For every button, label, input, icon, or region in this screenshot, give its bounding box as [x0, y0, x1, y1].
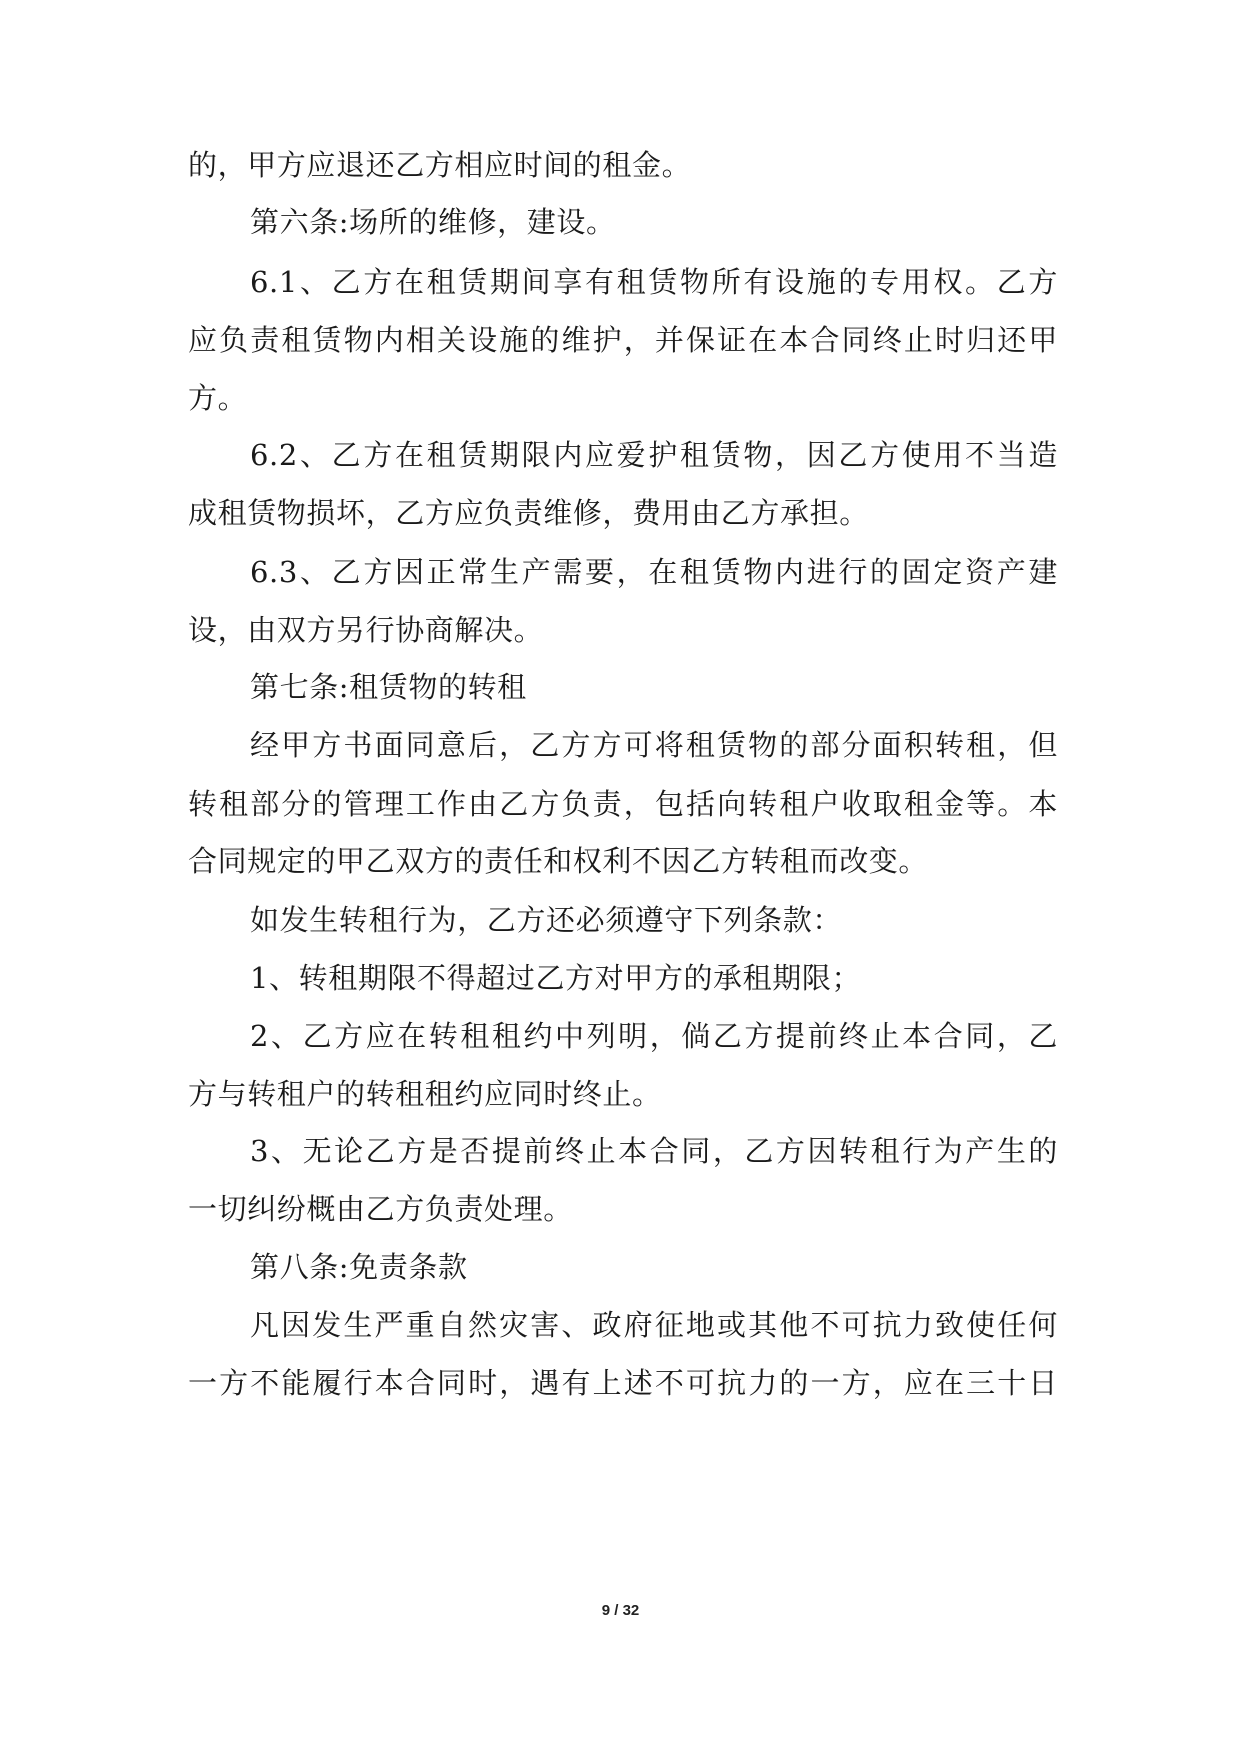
- page-number: 9 / 32: [601, 1602, 640, 1619]
- text-line: 转租部分的管理工作由乙方负责，包括向转租户收取租金等。本: [188, 787, 1058, 821]
- section-heading: 第八条:免责条款: [250, 1250, 468, 1284]
- text-line: 一方不能履行本合同时，遇有上述不可抗力的一方，应在三十日: [188, 1366, 1058, 1400]
- text-line: 的，甲方应退还乙方相应时间的租金。: [188, 148, 692, 182]
- text-line: 经甲方书面同意后，乙方方可将租赁物的部分面积转租，但: [250, 728, 1058, 762]
- text-line: 1、转租期限不得超过乙方对甲方的承租期限；: [250, 961, 862, 995]
- text-line: 6.3、乙方因正常生产需要，在租赁物内进行的固定资产建: [250, 555, 1058, 589]
- section-heading: 第六条:场所的维修，建设。: [250, 205, 616, 239]
- text-line: 方与转租户的转租租约应同时终止。: [188, 1077, 662, 1111]
- text-line: 2、乙方应在转租租约中列明，倘乙方提前终止本合同，乙: [250, 1019, 1058, 1053]
- text-line: 凡因发生严重自然灾害、政府征地或其他不可抗力致使任何: [250, 1308, 1058, 1342]
- text-line: 如发生转租行为，乙方还必须遵守下列条款：: [250, 903, 843, 937]
- text-line: 成租赁物损坏，乙方应负责维修，费用由乙方承担。: [188, 496, 869, 530]
- text-line: 一切纠纷概由乙方负责处理。: [188, 1192, 573, 1226]
- text-line: 设，由双方另行协商解决。: [188, 613, 544, 647]
- text-line: 6.1、乙方在租赁期间享有租赁物所有设施的专用权。乙方: [250, 265, 1058, 299]
- section-heading: 第七条:租赁物的转租: [250, 670, 527, 704]
- text-line: 6.2、乙方在租赁期限内应爱护租赁物，因乙方使用不当造: [250, 438, 1058, 472]
- text-line: 3、无论乙方是否提前终止本合同，乙方因转租行为产生的: [250, 1134, 1058, 1168]
- text-line: 应负责租赁物内相关设施的维护，并保证在本合同终止时归还甲: [188, 323, 1058, 357]
- text-line: 合同规定的甲乙双方的责任和权利不因乙方转租而改变。: [188, 844, 929, 878]
- text-line: 方。: [188, 381, 248, 415]
